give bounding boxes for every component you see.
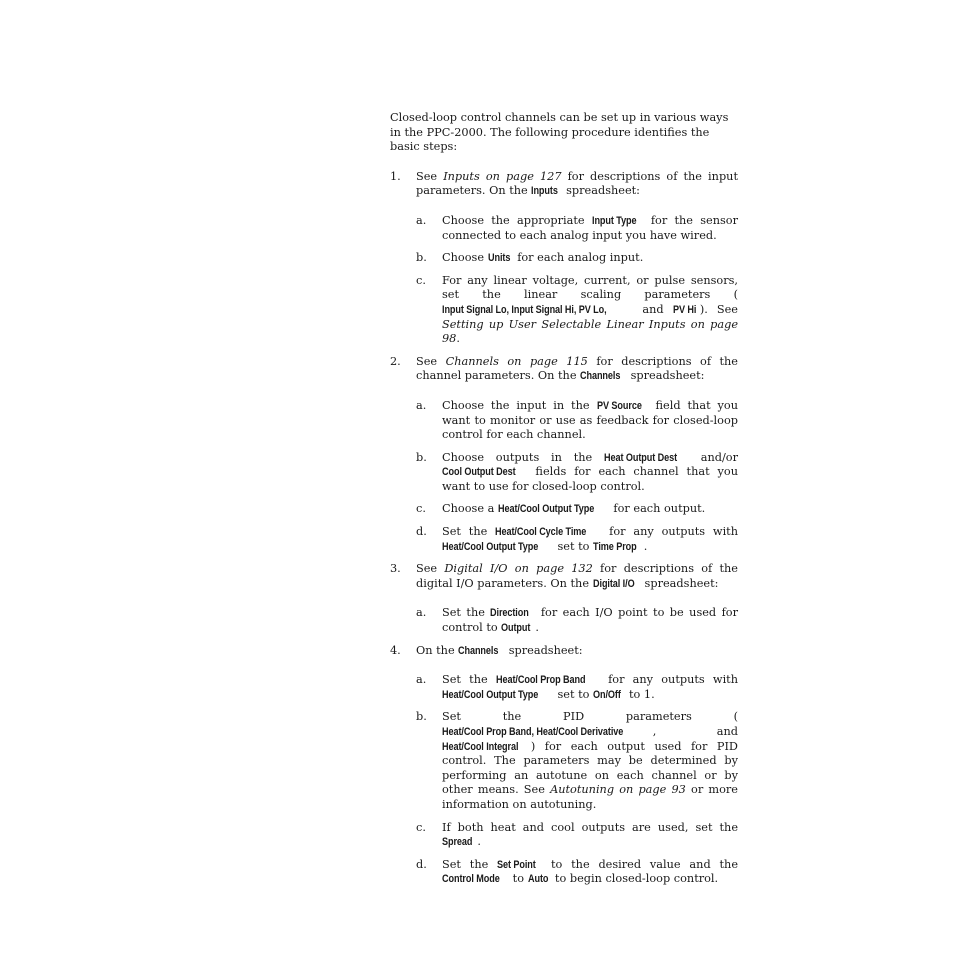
ui-term: Inputs	[531, 185, 559, 198]
substep	[416, 399, 738, 443]
text-run: for descriptions of the channel parameters. On the	[416, 354, 738, 383]
text-run: for each output.	[609, 502, 706, 516]
intro-paragraph: Closed-loop control channels can be set up in various ways in the PPC-2000. The following procedure identifies the basic steps:	[390, 111, 729, 154]
ui-term: Cool Output Dest	[442, 466, 516, 479]
ui-term: Input Type	[591, 214, 637, 227]
text-run: for each I/O point to be used for control to	[442, 606, 738, 635]
text-run: to 1.	[625, 687, 655, 701]
text-run: For any linear voltage, current, or pulse sensors, set the linear scaling parameters (	[442, 273, 738, 302]
cross-reference: Autotuning on page 93	[550, 783, 686, 797]
substep	[416, 821, 738, 850]
text-run: Choose the input in the	[442, 398, 597, 412]
ui-term: Heat/Cool Cycle Time	[495, 526, 587, 539]
text-run: If both heat and cool outputs are used, set the	[442, 820, 738, 834]
text-run: Choose the appropriate	[442, 213, 592, 227]
text-run: to the desired value and the	[542, 857, 739, 871]
substep-text	[442, 502, 738, 517]
step-text	[416, 562, 738, 591]
text-run: for the sensor connected to each analog input you have wired.	[442, 213, 738, 242]
ui-term: Heat/Cool Prop Band, Heat/Cool Derivative	[442, 726, 624, 738]
step-number: 4.	[390, 643, 401, 657]
text-run: field that you want to monitor or use as feedback for closed-loop control for each channel.	[442, 398, 739, 442]
substep-letter: b.	[416, 251, 427, 265]
substep-text	[442, 214, 738, 243]
ui-term: Input Signal Lo, Input Signal Hi, PV Lo,	[442, 303, 607, 316]
substeps-list	[416, 606, 738, 635]
ui-term: Heat/Cool Output Type	[442, 688, 539, 701]
substep-text	[442, 858, 738, 887]
ui-term: On/Off	[593, 688, 621, 701]
substep-letter: a.	[416, 213, 427, 227]
ui-term: PV Hi	[672, 303, 697, 316]
text-run: to begin closed-loop control.	[551, 872, 719, 886]
substep-letter: b.	[416, 450, 427, 464]
ui-term: Output	[501, 622, 531, 635]
procedure-step	[390, 355, 738, 384]
procedure-step	[390, 170, 738, 199]
substep-text	[442, 673, 738, 702]
substep-text	[442, 606, 738, 635]
text-run: Set the	[442, 857, 498, 871]
substep	[416, 606, 738, 635]
substep-text	[442, 274, 738, 347]
substep	[416, 710, 738, 812]
substep	[416, 451, 738, 495]
ui-term: Direction	[490, 607, 530, 620]
procedure-step	[390, 562, 738, 591]
substep-letter: c.	[416, 502, 426, 516]
substep-letter: b.	[416, 710, 427, 724]
text-run: set to	[553, 539, 594, 553]
text-run: to	[509, 872, 528, 886]
step-text	[416, 170, 738, 199]
text-run: spreadsheet:	[505, 643, 583, 657]
text-run: See	[416, 562, 445, 576]
ui-term: Heat/Cool Output Type	[442, 540, 539, 553]
text-run: , and	[652, 725, 738, 738]
ui-term: PV Source	[596, 399, 642, 412]
substep-letter: c.	[416, 273, 426, 287]
text-run: and	[633, 302, 673, 316]
text-run: or more information on autotuning.	[442, 783, 738, 811]
text-run: .	[456, 332, 460, 346]
text-run: See	[416, 169, 444, 183]
ui-term: Control Mode	[442, 873, 500, 886]
text-run: Choose	[442, 251, 488, 265]
text-run: fields for each channel that you want to use for closed-loop control.	[442, 465, 738, 493]
text-run: for any outputs with	[599, 673, 739, 687]
cross-reference: Inputs on page 127	[443, 169, 562, 183]
text-run: .	[535, 621, 539, 635]
substep-letter: a.	[416, 398, 427, 412]
substep-letter: c.	[416, 820, 426, 834]
cross-reference: Channels on page 115	[445, 354, 588, 368]
text-run: spreadsheet:	[627, 369, 705, 383]
text-run: for each analog input.	[513, 251, 644, 265]
substep	[416, 251, 738, 266]
substep	[416, 525, 738, 554]
ui-term: Channels	[458, 644, 499, 657]
substep-text	[442, 710, 738, 812]
substeps-list	[416, 214, 738, 347]
ui-term: Auto	[527, 873, 549, 886]
cross-reference: Setting up User Selectable Linear Inputs on page 98	[442, 317, 738, 346]
ui-term: Spread	[442, 836, 473, 849]
text-run: for any outputs with	[601, 525, 738, 539]
step-number: 3.	[390, 562, 401, 576]
substep-letter: d.	[416, 857, 427, 871]
substeps-list	[416, 399, 738, 554]
procedure-step	[390, 644, 738, 659]
ui-term: Channels	[580, 370, 621, 383]
text-run: See	[416, 354, 446, 368]
substep-text	[442, 251, 738, 266]
substep	[416, 274, 738, 347]
step-number: 2.	[390, 354, 401, 368]
procedure-steps	[390, 170, 738, 887]
step-text	[416, 355, 738, 384]
ui-term: Heat/Cool Output Type	[497, 503, 595, 516]
text-run: spreadsheet:	[562, 184, 640, 198]
substeps-list	[416, 673, 738, 887]
text-run: for descriptions of the input parameters. On the	[416, 169, 738, 198]
text-run: Choose outputs in the	[442, 450, 605, 464]
substep	[416, 673, 738, 702]
text-run: Set the PID parameters (	[442, 710, 738, 724]
substep-text	[442, 399, 738, 443]
ui-term: Heat/Cool Prop Band	[495, 674, 586, 687]
ui-term: Set Point	[497, 858, 536, 871]
text-run: .	[643, 539, 648, 553]
step-number: 1.	[390, 169, 401, 183]
ui-term: Time Prop	[593, 540, 637, 553]
substep	[416, 858, 738, 887]
substep-letter: d.	[416, 525, 427, 539]
text-run: Set the	[442, 606, 491, 620]
ui-term: Units	[487, 252, 510, 265]
text-run: Set the	[442, 673, 496, 687]
text-run: set to	[553, 687, 594, 701]
substep	[416, 502, 738, 517]
text-run: Set the	[442, 525, 496, 539]
text-run: On the	[416, 643, 459, 657]
text-run: ). See	[699, 302, 738, 316]
ui-term: Heat Output Dest	[604, 451, 678, 464]
text-run: .	[477, 835, 481, 849]
text-run: for descriptions of the digital I/O parameters. On the	[416, 562, 738, 590]
procedure-content	[390, 111, 738, 895]
substep	[416, 214, 738, 243]
ui-term: Digital I/O	[592, 577, 635, 590]
substep-text	[442, 821, 738, 850]
text-run: Choose a	[442, 502, 498, 516]
substep-letter: a.	[416, 673, 427, 687]
substep-letter: a.	[416, 606, 427, 620]
text-run: ) for each output used for PID control. The parameters may be determined by performing an autotune on each channel or by other means. See	[442, 739, 738, 797]
substep-text	[442, 451, 738, 495]
text-run: and/or	[688, 450, 738, 464]
ui-term: Heat/Cool Integral	[442, 740, 519, 753]
substep-text	[442, 525, 738, 554]
cross-reference: Digital I/O on page 132	[444, 562, 593, 576]
text-run: spreadsheet:	[640, 576, 719, 590]
step-text	[416, 644, 738, 659]
